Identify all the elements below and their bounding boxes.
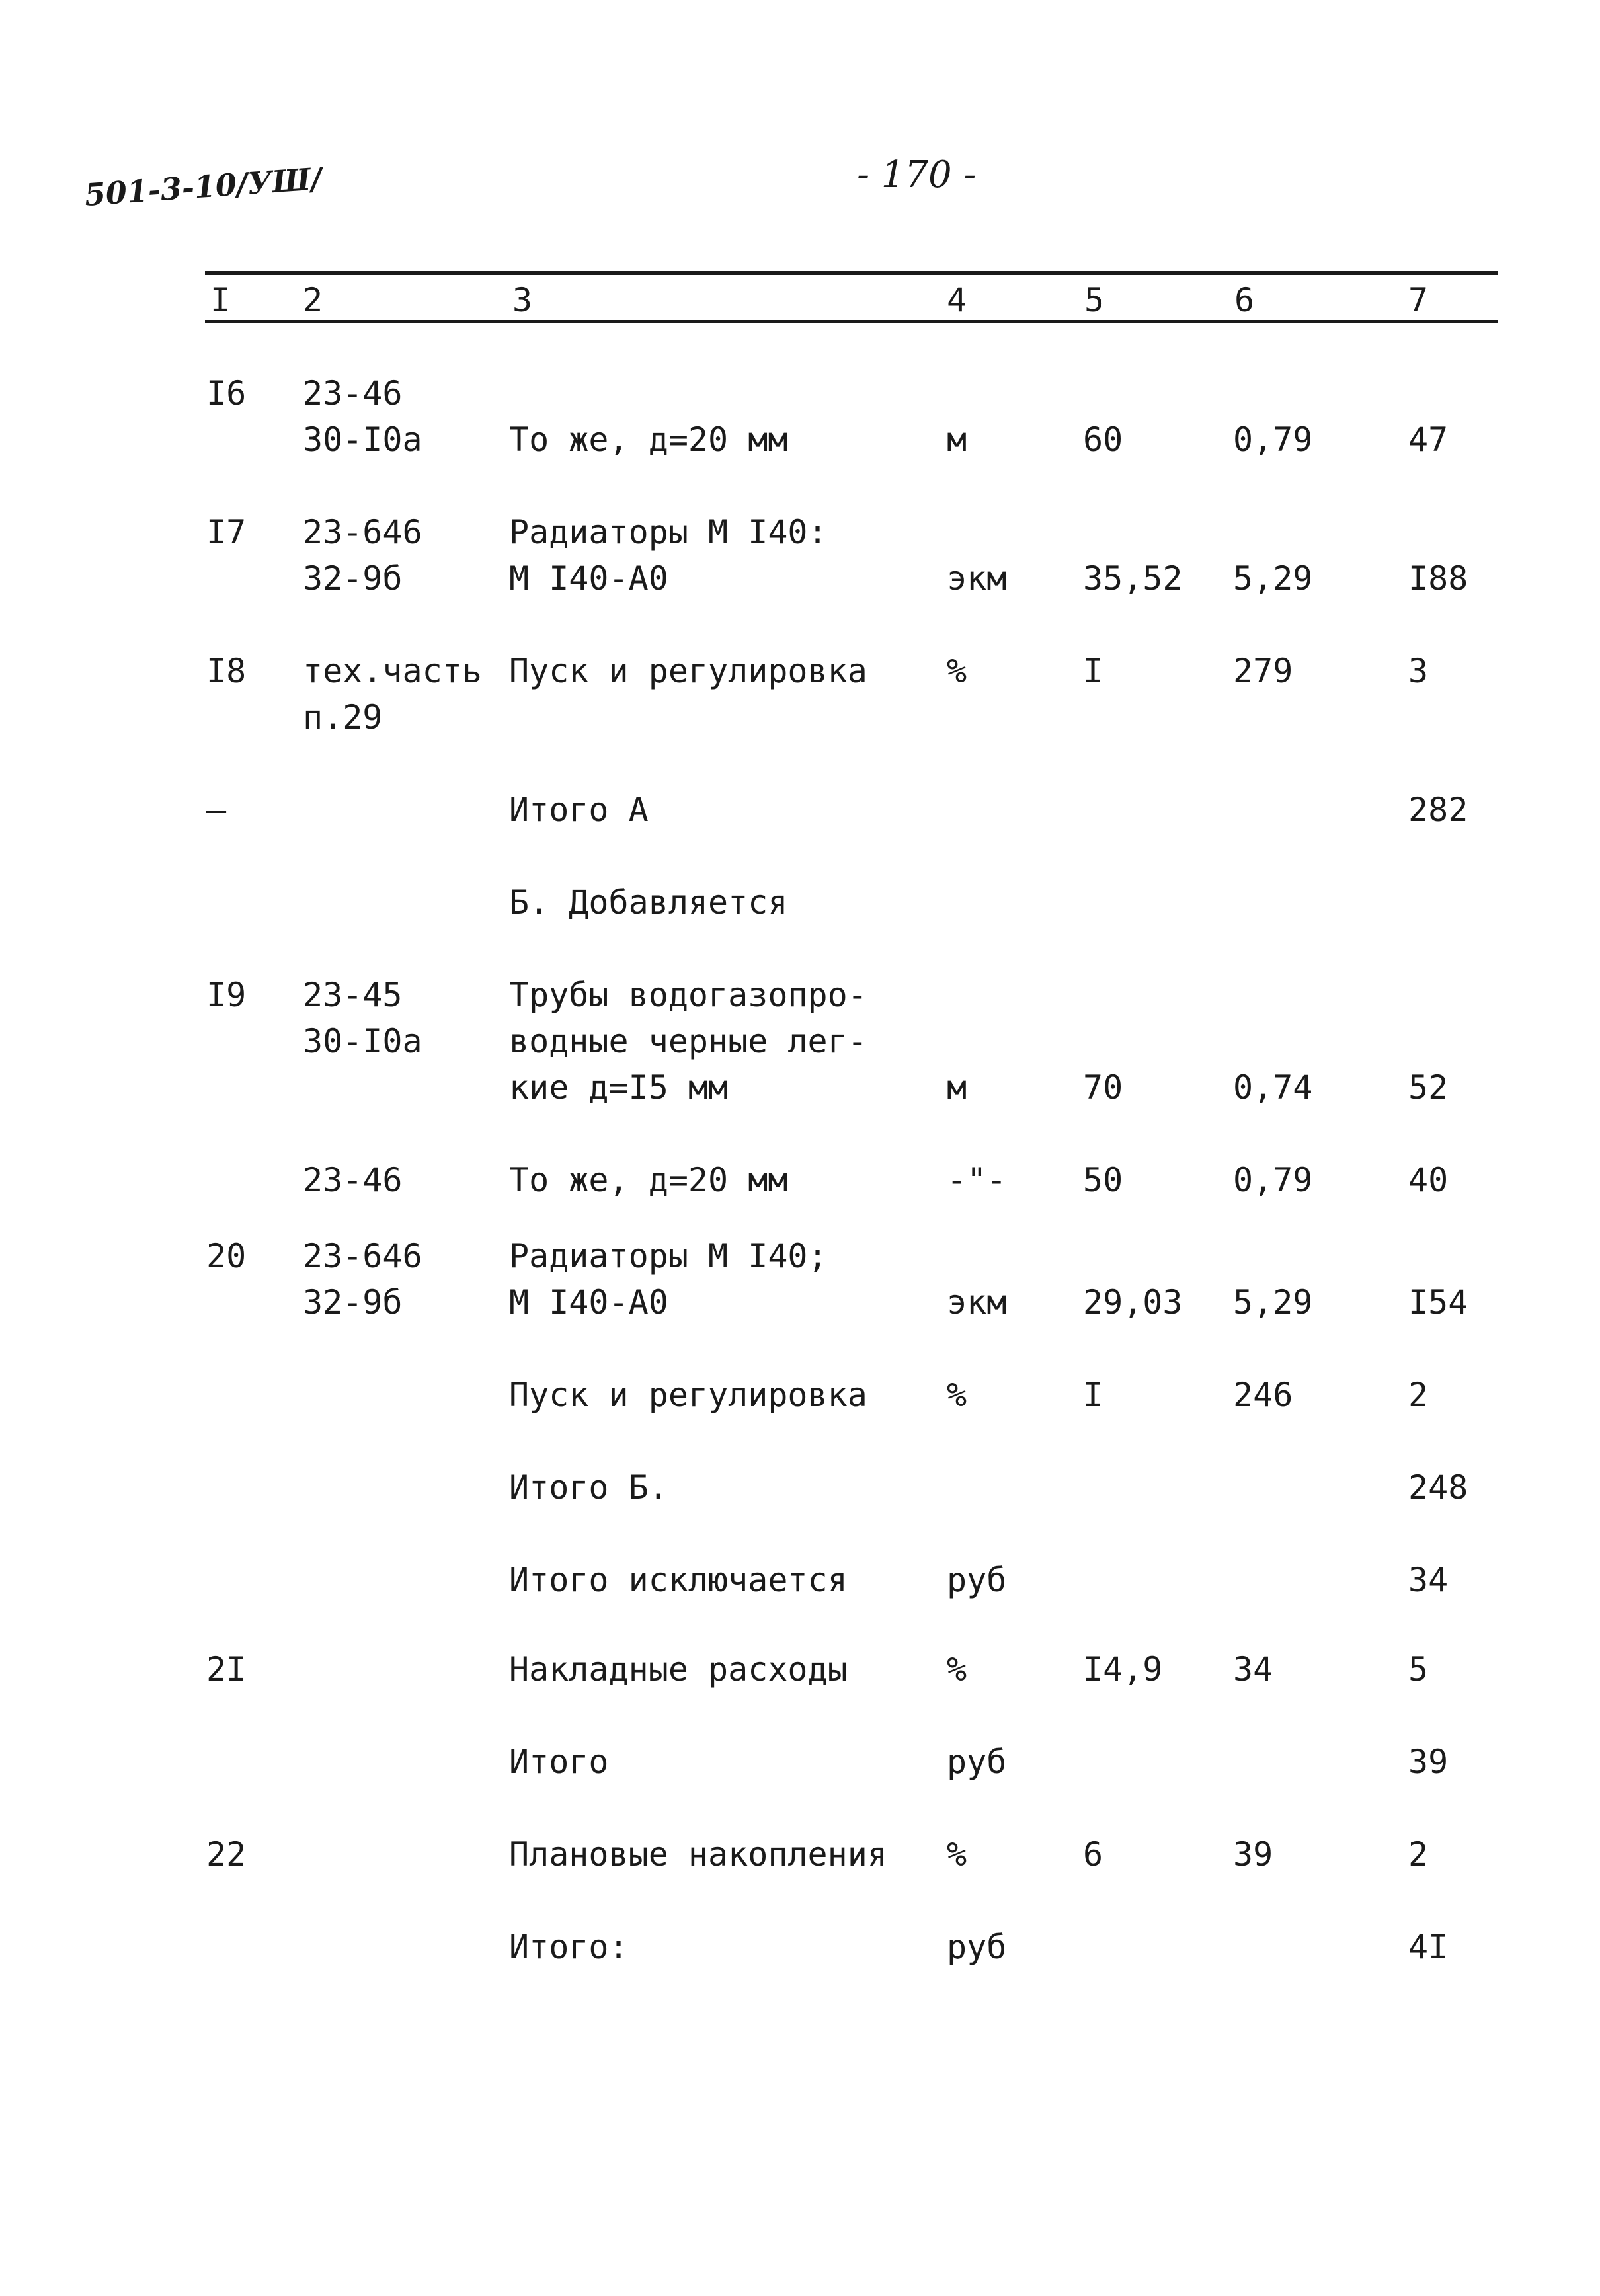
table-cell-col-6: 246 xyxy=(1233,1376,1293,1414)
table-cell-col-4: % xyxy=(947,1376,967,1414)
table-cell-col-6: 0,74 xyxy=(1233,1068,1313,1107)
table-cell-col-6: 5,29 xyxy=(1233,1283,1313,1322)
table-cell-col-4: % xyxy=(947,1835,967,1874)
table-cell-col-3: Итого исключается xyxy=(509,1561,848,1599)
table-cell-col-6: 5,29 xyxy=(1233,559,1313,598)
table-cell-col-7: 248 xyxy=(1408,1468,1468,1507)
table-cell-col-1: 22 xyxy=(206,1835,247,1874)
table-cell-col-3: Итого xyxy=(509,1743,609,1781)
table-cell-col-2: тех.часть п.29 xyxy=(303,652,482,736)
table-cell-col-3: Накладные расходы xyxy=(509,1650,848,1688)
table-cell-col-3: То же, д=20 мм xyxy=(509,1161,788,1199)
table-cell-col-5: I xyxy=(1083,652,1103,690)
table-cell-col-4: руб xyxy=(947,1743,1007,1781)
table-cell-col-6: 0,79 xyxy=(1233,1161,1313,1199)
header-col-5: 5 xyxy=(1084,281,1105,319)
table-cell-col-7: 282 xyxy=(1408,791,1468,829)
table-cell-col-7: I54 xyxy=(1408,1283,1468,1322)
document-code: 501-3-10/УШ/ xyxy=(83,160,323,213)
table-cell-col-3: Итого: xyxy=(509,1928,629,1966)
table-cell-col-1: 2I xyxy=(206,1650,247,1688)
table-cell-col-5: 6 xyxy=(1083,1835,1103,1874)
table-cell-col-5: 35,52 xyxy=(1083,559,1183,598)
table-cell-col-1: I9 xyxy=(206,976,247,1014)
table-cell-col-3: Плановые накопления xyxy=(509,1835,887,1874)
table-cell-col-3: Итого А xyxy=(509,791,649,829)
table-cell-col-1: I8 xyxy=(206,652,247,690)
table-cell-col-3: Б. Добавляется xyxy=(509,883,788,922)
header-col-2: 2 xyxy=(303,281,323,319)
table-top-rule xyxy=(205,271,1498,275)
table-cell-col-3: То же, д=20 мм xyxy=(509,420,788,459)
table-cell-col-2: 23-45 30-I0a xyxy=(303,976,422,1060)
table-cell-col-5: 70 xyxy=(1083,1068,1123,1107)
header-col-7: 7 xyxy=(1408,281,1429,319)
table-cell-col-7: 2 xyxy=(1408,1376,1429,1414)
table-cell-col-7: 4I xyxy=(1408,1928,1449,1966)
table-cell-col-4: % xyxy=(947,1650,967,1688)
table-cell-col-3: Итого Б. xyxy=(509,1468,668,1507)
table-header-rule xyxy=(205,320,1498,323)
table-cell-col-4: м xyxy=(947,1068,967,1107)
table-cell-col-3: Пуск и регулировка xyxy=(509,652,867,690)
table-cell-col-4: экм xyxy=(947,1283,1007,1322)
table-cell-col-2: 23-646 32-9б xyxy=(303,1237,422,1322)
table-cell-col-4: руб xyxy=(947,1561,1007,1599)
table-cell-col-4: м xyxy=(947,420,967,459)
table-cell-col-1: I6 xyxy=(206,374,247,413)
table-cell-col-2: 23-46 30-I0a xyxy=(303,374,422,459)
table-cell-col-4: % xyxy=(947,652,967,690)
table-cell-col-4: руб xyxy=(947,1928,1007,1966)
table-cell-col-5: I4,9 xyxy=(1083,1650,1163,1688)
table-cell-col-3: Пуск и регулировка xyxy=(509,1376,867,1414)
table-cell-col-6: 279 xyxy=(1233,652,1293,690)
table-cell-col-7: 2 xyxy=(1408,1835,1429,1874)
table-cell-col-1: 20 xyxy=(206,1237,247,1275)
table-cell-col-1: I7 xyxy=(206,513,247,551)
table-cell-col-1: — xyxy=(206,791,227,829)
table-cell-col-2: 23-646 32-9б xyxy=(303,513,422,598)
table-cell-col-7: I88 xyxy=(1408,559,1468,598)
table-cell-col-5: 60 xyxy=(1083,420,1123,459)
table-cell-col-5: 29,03 xyxy=(1083,1283,1183,1322)
table-cell-col-4: -"- xyxy=(947,1161,1007,1199)
table-cell-col-3: Трубы водогазопро- водные черные лег- кие д=I5 мм xyxy=(509,976,867,1107)
table-cell-col-3: Радиаторы М I40: М I40-А0 xyxy=(509,513,828,598)
table-cell-col-7: 3 xyxy=(1408,652,1429,690)
table-cell-col-7: 34 xyxy=(1408,1561,1449,1599)
header-col-1: I xyxy=(210,281,231,319)
page-number: - 170 - xyxy=(857,153,977,196)
table-cell-col-3: Радиаторы М I40; М I40-А0 xyxy=(509,1237,828,1322)
table-cell-col-7: 47 xyxy=(1408,420,1449,459)
table-cell-col-4: экм xyxy=(947,559,1007,598)
header-col-4: 4 xyxy=(947,281,967,319)
header-col-6: 6 xyxy=(1234,281,1255,319)
table-cell-col-2: 23-46 xyxy=(303,1161,403,1199)
table-cell-col-5: 50 xyxy=(1083,1161,1123,1199)
table-cell-col-7: 52 xyxy=(1408,1068,1449,1107)
table-cell-col-7: 39 xyxy=(1408,1743,1449,1781)
table-cell-col-6: 34 xyxy=(1233,1650,1273,1688)
table-cell-col-7: 40 xyxy=(1408,1161,1449,1199)
table-cell-col-6: 0,79 xyxy=(1233,420,1313,459)
table-cell-col-5: I xyxy=(1083,1376,1103,1414)
table-cell-col-6: 39 xyxy=(1233,1835,1273,1874)
table-cell-col-7: 5 xyxy=(1408,1650,1429,1688)
header-col-3: 3 xyxy=(512,281,533,319)
